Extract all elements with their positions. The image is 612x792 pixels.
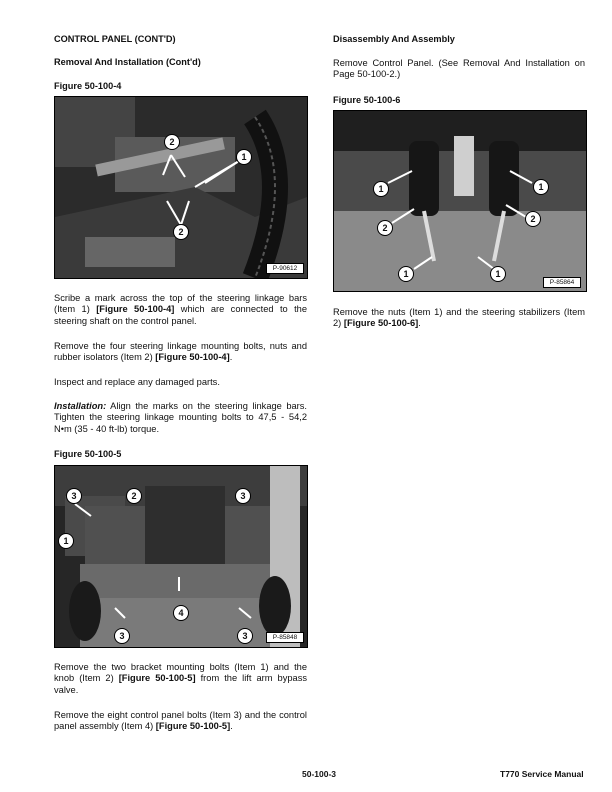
photo-id-label: P-85864 xyxy=(543,277,581,288)
callout-1: 1 xyxy=(58,533,74,549)
steering-stabilizers-photo xyxy=(334,111,586,291)
callout-3-top-right: 3 xyxy=(235,488,251,504)
callout-1: 1 xyxy=(236,149,252,165)
manual-title: T770 Service Manual xyxy=(500,769,584,779)
figure-50-100-5-photo xyxy=(54,465,308,648)
paragraph-remove-panel-bolts: Remove the eight control panel bolts (Item 3) and the control panel assembly (Item 4) [Figure 50-100-5]. xyxy=(54,710,307,732)
callout-2: 2 xyxy=(126,488,142,504)
paragraph-inspect: Inspect and replace any damaged parts. xyxy=(54,377,220,387)
callout-1-bottom-left: 1 xyxy=(398,266,414,282)
callout-2-top: 2 xyxy=(164,134,180,150)
paragraph-remove-bracket-bolts: Remove the two bracket mounting bolts (Item 1) and the knob (Item 2) [Figure 50-100-5] from the lift arm bypass valve. xyxy=(54,662,307,695)
callout-3-bottom-left: 3 xyxy=(114,628,130,644)
paragraph-installation: Installation: Align the marks on the steering linkage bars. Tighten the steering linkage mounting bolts to 47,5 - 54,2 N•m (35 - 40 ft-lb) torque. xyxy=(54,401,307,434)
callout-3-top-left: 3 xyxy=(66,488,82,504)
paragraph-remove-control-panel: Remove Control Panel. (See Removal And Installation on Page 50-100-2.) xyxy=(333,58,585,80)
figure-caption-50-100-4: Figure 50-100-4 xyxy=(54,81,122,91)
callout-1-left: 1 xyxy=(373,181,389,197)
paragraph-remove-bolts: Remove the four steering linkage mounting bolts, nuts and rubber isolators (Item 2) [Figure 50-100-4]. xyxy=(54,341,307,363)
paragraph-scribe-mark: Scribe a mark across the top of the steering linkage bars (Item 1) [Figure 50-100-4] which are connected to the steering shaft on the control panel. xyxy=(54,293,308,326)
figure-50-100-6-photo xyxy=(333,110,587,292)
figure-caption-50-100-6: Figure 50-100-6 xyxy=(333,95,401,105)
photo-id-label: P-85848 xyxy=(266,632,304,643)
callout-1-bottom-right: 1 xyxy=(490,266,506,282)
section-title-disassembly: Disassembly And Assembly xyxy=(333,34,455,44)
figure-caption-50-100-5: Figure 50-100-5 xyxy=(54,449,122,459)
photo-id-label: P-90612 xyxy=(266,263,304,274)
callout-3-bottom-right: 3 xyxy=(237,628,253,644)
callout-2-left: 2 xyxy=(377,220,393,236)
figure-50-100-4-photo xyxy=(54,96,308,279)
callout-1-right: 1 xyxy=(533,179,549,195)
callout-2-bottom: 2 xyxy=(173,224,189,240)
callout-4: 4 xyxy=(173,605,189,621)
callout-2-right: 2 xyxy=(525,211,541,227)
section-title: CONTROL PANEL (CONT'D) xyxy=(54,34,176,44)
subsection-title: Removal And Installation (Cont'd) xyxy=(54,57,201,67)
paragraph-remove-nuts: Remove the nuts (Item 1) and the steering stabilizers (Item 2) [Figure 50-100-6]. xyxy=(333,307,585,329)
page-number: 50-100-3 xyxy=(302,769,337,779)
steering-linkage-photo xyxy=(55,97,307,278)
